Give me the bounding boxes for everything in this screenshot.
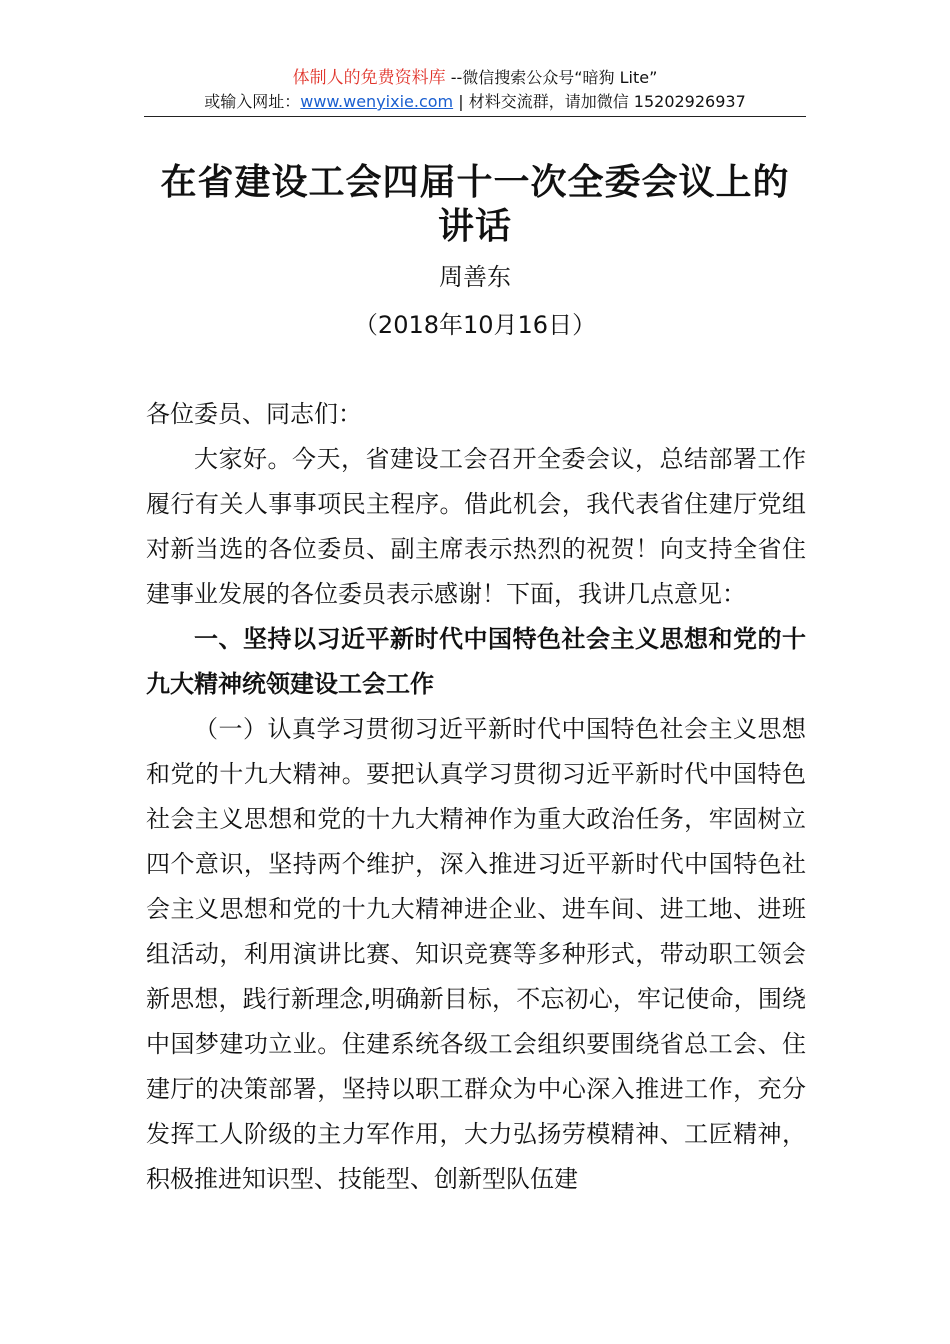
intro-paragraph: 大家好。今天，省建设工会召开全委会议，总结部署工作履行有关人事事项民主程序。借此机会，我代表省住建厅党组对新当选的各位委员、副主席表示热烈的祝贺！向支持全省住建事业发展的各位委员表示感谢！下面，我讲几点意见：	[146, 445, 806, 608]
document-date: （2018年10月16日）	[353, 311, 597, 339]
promo-text: --微信搜索公众号“暗狗 Lite”	[445, 68, 658, 87]
page-header	[0, 66, 950, 114]
document-title: 在省建设工会四届十一次全委会议上的讲话	[160, 161, 790, 247]
contact-text: | 材料交流群，请加微信 15202926937	[453, 92, 746, 111]
header-promo-line	[0, 66, 950, 90]
header-contact-line	[0, 90, 950, 114]
document-author: 周善东	[439, 263, 511, 291]
url-prefix: 或输入网址：	[204, 92, 301, 111]
brand-name: 体制人的免费资料库	[292, 68, 446, 88]
header-divider	[144, 116, 806, 117]
subsection-paragraph-1: （一）认真学习贯彻习近平新时代中国特色社会主义思想和党的十九大精神。要把认真学习贯彻习近平新时代中国特色社会主义思想和党的十九大精神作为重大政治任务，牢固树立四个意识，坚持两个维护，深入推进习近平新时代中国特色社会主义思想和党的十九大精神进企业、进车间、进工地、进班组活动，利用演讲比赛、知识竞赛等多种形式，带动职工领会新思想，践行新理念,明确新目标，不忘初心，牢记使命，围绕中国梦建功立业。住建系统各级工会组织要围绕省总工会、住建厅的决策部署，坚持以职工群众为中心深入推进工作，充分发挥工人阶级的主力军作用，大力弘扬劳模精神、工匠精神，积极推进知识型、技能型、创新型队伍建	[146, 715, 806, 1193]
salutation: 各位委员、同志们：	[146, 400, 362, 428]
website-link[interactable]: www.wenyixie.com	[300, 92, 454, 111]
section-heading-1: 一、坚持以习近平新时代中国特色社会主义思想和党的十九大精神统领建设工会工作	[146, 625, 806, 698]
document-body	[146, 392, 806, 1202]
